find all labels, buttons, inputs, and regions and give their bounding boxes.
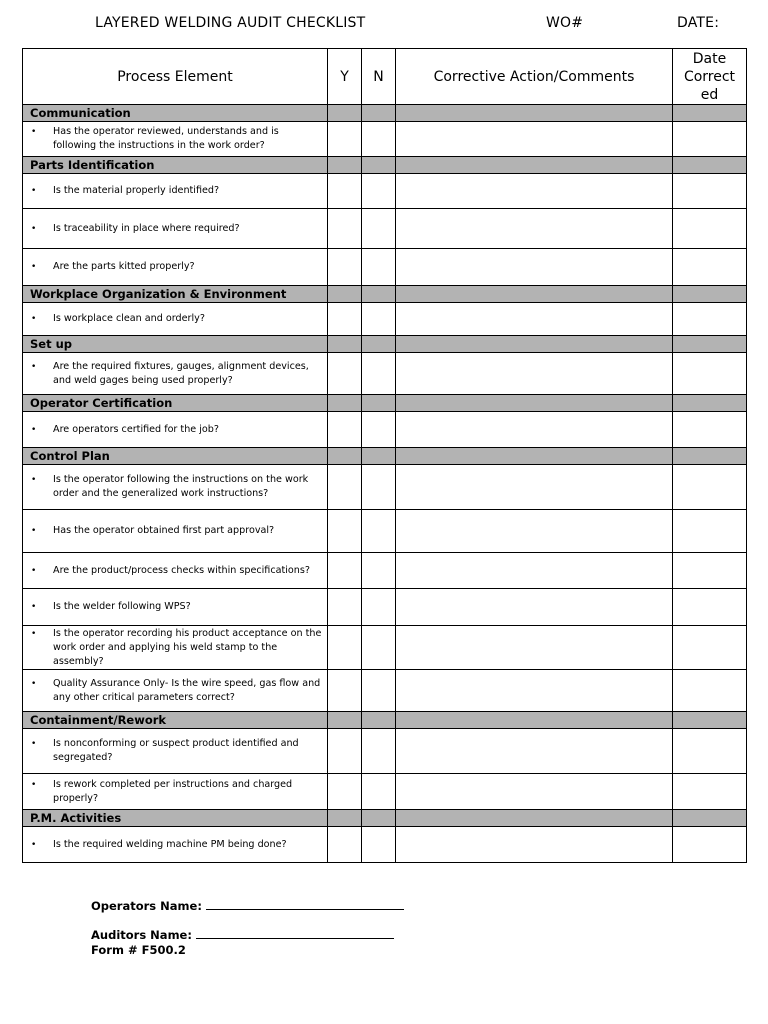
comments-cell[interactable]: [396, 249, 673, 286]
question-cell: [23, 303, 328, 336]
question-text: Is the welder following WPS?: [53, 601, 191, 612]
form-number: Form # F500.2: [91, 943, 186, 957]
bullet-icon: •: [31, 223, 37, 234]
section-cell-comments: [396, 105, 673, 122]
question-text: Has the operator obtained first part approval?: [53, 525, 275, 536]
question-text: Is workplace clean and orderly?: [53, 313, 205, 324]
section-cell-date: [673, 157, 747, 174]
no-cell[interactable]: [362, 510, 396, 553]
yes-cell[interactable]: [328, 670, 362, 712]
table-row: [23, 774, 747, 810]
section-title: Communication: [23, 105, 328, 122]
section-title: Set up: [23, 336, 328, 353]
comments-cell[interactable]: [396, 465, 673, 510]
yes-cell[interactable]: [328, 249, 362, 286]
section-row: [23, 448, 747, 465]
section-cell-comments: [396, 810, 673, 827]
date-corrected-cell[interactable]: [673, 412, 747, 448]
yes-cell[interactable]: [328, 174, 362, 209]
table-row: [23, 412, 747, 448]
bullet-icon: •: [31, 779, 37, 790]
no-cell[interactable]: [362, 303, 396, 336]
question-text: Is nonconforming or suspect product identified and segregated?: [53, 738, 299, 763]
comments-cell[interactable]: [396, 353, 673, 395]
question-cell: [23, 670, 328, 712]
section-cell-n: [362, 395, 396, 412]
yes-cell[interactable]: [328, 209, 362, 249]
section-cell-date: [673, 448, 747, 465]
date-corrected-cell[interactable]: [673, 303, 747, 336]
bullet-icon: •: [31, 314, 37, 324]
question-text: Is the operator following the instructions on the work order and the generalized work instructions?: [53, 474, 309, 499]
date-corrected-cell[interactable]: [673, 122, 747, 157]
section-cell-comments: [396, 448, 673, 465]
question-cell: [23, 589, 328, 626]
document-title: LAYERED WELDING AUDIT CHECKLIST: [95, 15, 366, 31]
section-row: [23, 712, 747, 729]
no-cell[interactable]: [362, 465, 396, 510]
section-cell-comments: [396, 157, 673, 174]
question-cell: [23, 174, 328, 209]
question-cell: [23, 412, 328, 448]
header-row: [23, 49, 747, 105]
yes-cell[interactable]: [328, 774, 362, 810]
section-cell-comments: [396, 395, 673, 412]
comments-cell[interactable]: [396, 553, 673, 589]
section-title: Control Plan: [23, 448, 328, 465]
table-row: [23, 589, 747, 626]
yes-cell[interactable]: [328, 553, 362, 589]
bullet-icon: •: [31, 361, 37, 372]
section-cell-comments: [396, 712, 673, 729]
section-cell-n: [362, 286, 396, 303]
comments-cell[interactable]: [396, 626, 673, 670]
table-row: [23, 122, 747, 157]
operators-name-line[interactable]: [206, 909, 404, 910]
date-corrected-line-1: Date: [692, 50, 727, 67]
no-cell[interactable]: [362, 174, 396, 209]
section-cell-y: [328, 336, 362, 353]
comments-cell[interactable]: [396, 729, 673, 774]
bullet-icon: •: [31, 739, 37, 749]
section-cell-date: [673, 105, 747, 122]
question-cell: [23, 353, 328, 395]
no-cell[interactable]: [362, 827, 396, 863]
yes-cell[interactable]: [328, 827, 362, 863]
no-cell[interactable]: [362, 589, 396, 626]
yes-cell[interactable]: [328, 412, 362, 448]
section-cell-y: [328, 395, 362, 412]
question-cell: [23, 465, 328, 510]
yes-cell[interactable]: [328, 510, 362, 553]
date-corrected-cell[interactable]: [673, 589, 747, 626]
date-corrected-cell[interactable]: [673, 729, 747, 774]
no-cell[interactable]: [362, 670, 396, 712]
date-corrected-line-3: ed: [700, 86, 719, 103]
comments-cell[interactable]: [396, 209, 673, 249]
table-row: [23, 670, 747, 712]
question-text: Is traceability in place where required?: [53, 222, 240, 234]
bullet-icon: •: [31, 526, 37, 536]
date-corrected-line-2: Correct: [683, 68, 736, 85]
section-cell-comments: [396, 336, 673, 353]
date-corrected-cell[interactable]: [673, 626, 747, 670]
table-row: [23, 353, 747, 395]
table-row: [23, 303, 747, 336]
operators-name-label: Operators Name:: [91, 899, 202, 913]
yes-cell[interactable]: [328, 626, 362, 670]
no-cell[interactable]: [362, 729, 396, 774]
section-cell-date: [673, 286, 747, 303]
comments-cell[interactable]: [396, 510, 673, 553]
auditors-name-label: Auditors Name:: [91, 928, 192, 942]
question-text: Are the required fixtures, gauges, alignment devices, and weld gages being used properly?: [53, 360, 309, 386]
question-text: Has the operator reviewed, understands and is following the instructions in the work order?: [53, 126, 279, 151]
section-cell-n: [362, 448, 396, 465]
question-cell: [23, 626, 328, 670]
bullet-icon: •: [31, 678, 37, 689]
question-text: Are the parts kitted properly?: [53, 261, 195, 272]
yes-cell[interactable]: [328, 122, 362, 157]
question-text: Is the required welding machine PM being done?: [53, 838, 287, 850]
section-cell-n: [362, 712, 396, 729]
section-cell-y: [328, 712, 362, 729]
comments-cell[interactable]: [396, 174, 673, 209]
section-cell-y: [328, 448, 362, 465]
bullet-icon: •: [31, 262, 37, 272]
question-text: Quality Assurance Only- Is the wire speed, gas flow and any other critical parameters correct?: [53, 677, 321, 703]
date-corrected-cell[interactable]: [673, 510, 747, 553]
comments-cell[interactable]: [396, 589, 673, 626]
section-row: [23, 395, 747, 412]
bullet-icon: •: [31, 186, 37, 196]
section-row: [23, 810, 747, 827]
auditors-name-line[interactable]: [196, 938, 394, 939]
no-cell[interactable]: [362, 626, 396, 670]
section-row: [23, 336, 747, 353]
question-cell: [23, 249, 328, 286]
table-row: [23, 465, 747, 510]
section-cell-comments: [396, 286, 673, 303]
section-cell-date: [673, 712, 747, 729]
section-cell-y: [328, 286, 362, 303]
column-header-date-corrected: [673, 49, 747, 105]
table-row: [23, 209, 747, 249]
no-cell[interactable]: [362, 122, 396, 157]
bullet-icon: •: [31, 839, 37, 850]
date-corrected-cell[interactable]: [673, 553, 747, 589]
question-text: Are operators certified for the job?: [53, 423, 219, 435]
comments-cell[interactable]: [396, 670, 673, 712]
date-corrected-cell[interactable]: [673, 465, 747, 510]
section-title: Containment/Rework: [23, 712, 328, 729]
yes-cell[interactable]: [328, 353, 362, 395]
section-cell-y: [328, 157, 362, 174]
date-corrected-cell[interactable]: [673, 774, 747, 810]
question-text: Are the product/process checks within specifications?: [53, 564, 310, 576]
date-corrected-cell[interactable]: [673, 209, 747, 249]
table-row: [23, 729, 747, 774]
comments-cell[interactable]: [396, 827, 673, 863]
comments-cell[interactable]: [396, 122, 673, 157]
no-cell[interactable]: [362, 412, 396, 448]
no-cell[interactable]: [362, 774, 396, 810]
date-corrected-cell[interactable]: [673, 670, 747, 712]
bullet-icon: •: [31, 127, 37, 137]
table-row: [23, 827, 747, 863]
question-text: Is the material properly identified?: [53, 185, 220, 196]
section-row: [23, 157, 747, 174]
table-row: [23, 249, 747, 286]
comments-cell[interactable]: [396, 774, 673, 810]
column-header-comments: Corrective Action/Comments: [396, 49, 673, 105]
no-cell[interactable]: [362, 553, 396, 589]
section-title: Operator Certification: [23, 395, 328, 412]
no-cell[interactable]: [362, 209, 396, 249]
question-cell: [23, 827, 328, 863]
section-cell-date: [673, 810, 747, 827]
operators-name-row: [91, 899, 404, 913]
yes-cell[interactable]: [328, 465, 362, 510]
comments-cell[interactable]: [396, 303, 673, 336]
section-title: Workplace Organization & Environment: [23, 286, 328, 303]
column-header-process-element: Process Element: [23, 49, 328, 105]
table-row: [23, 174, 747, 209]
question-cell: [23, 729, 328, 774]
yes-cell[interactable]: [328, 729, 362, 774]
auditors-name-row: [91, 928, 394, 942]
section-cell-date: [673, 336, 747, 353]
date-corrected-cell[interactable]: [673, 827, 747, 863]
no-cell[interactable]: [362, 249, 396, 286]
bullet-icon: •: [31, 602, 37, 612]
section-cell-n: [362, 810, 396, 827]
question-text: Is the operator recording his product acceptance on the work order and applying his weld stamp to the assembly?: [53, 627, 322, 667]
date-label: DATE:: [677, 15, 720, 31]
question-cell: [23, 553, 328, 589]
section-cell-date: [673, 395, 747, 412]
section-row: [23, 105, 747, 122]
bullet-icon: •: [31, 565, 37, 576]
wo-number-label: WO#: [546, 15, 584, 31]
date-corrected-cell[interactable]: [673, 174, 747, 209]
section-cell-y: [328, 105, 362, 122]
bullet-icon: •: [31, 628, 37, 639]
table-row: [23, 626, 747, 670]
audit-checklist-table: [22, 48, 747, 863]
section-title: Parts Identification: [23, 157, 328, 174]
date-corrected-cell[interactable]: [673, 353, 747, 395]
section-cell-n: [362, 157, 396, 174]
bullet-icon: •: [31, 424, 37, 435]
table-row: [23, 510, 747, 553]
date-corrected-cell[interactable]: [673, 249, 747, 286]
column-header-no: N: [362, 49, 396, 105]
yes-cell[interactable]: [328, 589, 362, 626]
table-row: [23, 553, 747, 589]
question-text: Is rework completed per instructions and charged properly?: [53, 778, 293, 804]
question-cell: [23, 774, 328, 810]
question-cell: [23, 510, 328, 553]
question-cell: [23, 209, 328, 249]
no-cell[interactable]: [362, 353, 396, 395]
yes-cell[interactable]: [328, 303, 362, 336]
section-cell-n: [362, 105, 396, 122]
question-cell: [23, 122, 328, 157]
comments-cell[interactable]: [396, 412, 673, 448]
section-row: [23, 286, 747, 303]
section-title: P.M. Activities: [23, 810, 328, 827]
section-cell-n: [362, 336, 396, 353]
bullet-icon: •: [31, 475, 37, 485]
section-cell-y: [328, 810, 362, 827]
column-header-yes: Y: [328, 49, 362, 105]
